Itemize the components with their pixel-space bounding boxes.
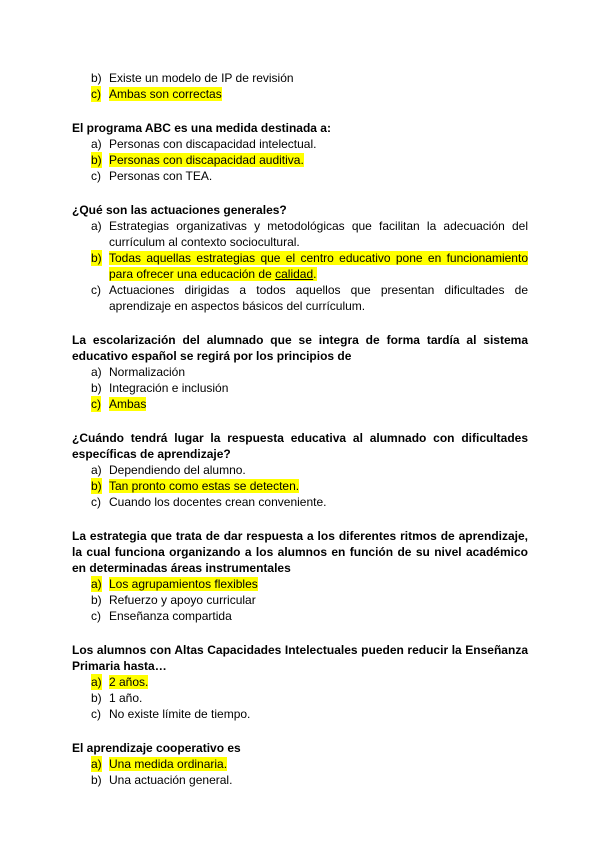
option-q4-a (72, 462, 528, 478)
option-letter: b) (91, 251, 102, 265)
option-q6-b (72, 690, 528, 706)
option-q6-c (72, 706, 528, 722)
option-q7-a (72, 756, 528, 772)
option-text: Cuando los docentes crean conveniente. (109, 495, 327, 509)
option-text: 1 año. (109, 691, 143, 705)
option-text-highlighted: Ambas son correctas (109, 87, 222, 101)
option-text-highlighted (109, 251, 528, 281)
question-learning-difficulties: ¿Cuándo tendrá lugar la respuesta educativa al alumnado con dificultades específicas de aprendizaje? (72, 431, 528, 461)
option-letter: b) (91, 71, 102, 85)
option-q3-a (72, 364, 528, 380)
option-text: Una actuación general. (109, 773, 233, 787)
option-letter: a) (91, 577, 102, 591)
option-text: Existe un modelo de IP de revisión (109, 71, 294, 85)
option-text-part: . (313, 267, 317, 281)
option-letter: a) (91, 219, 102, 233)
document-content (72, 70, 528, 788)
option-text-highlighted: Ambas (109, 397, 147, 411)
option-letter: a) (91, 675, 102, 689)
option-q2-c (72, 282, 528, 314)
option-letter: b) (91, 593, 102, 607)
option-q4-b (72, 478, 528, 494)
option-letter: b) (91, 381, 102, 395)
option-text: Dependiendo del alumno. (109, 463, 246, 477)
option-letter: a) (91, 137, 102, 151)
question-late-schooling: La escolarización del alumnado que se integra de forma tardía al sistema educativo español se regirá por los principios de (72, 333, 528, 363)
option-lead-b (72, 70, 528, 86)
option-q1-b (72, 152, 528, 168)
option-letter: a) (91, 757, 102, 771)
option-q2-b (72, 250, 528, 282)
option-text-part: Todas aquellas estrategias que el centro educativo pone en funcionamiento para ofrecer una educación de (109, 251, 528, 281)
option-q4-c (72, 494, 528, 510)
option-q7-b (72, 772, 528, 788)
option-text-highlighted: Los agrupamientos flexibles (109, 577, 258, 591)
option-lead-c (72, 86, 528, 102)
question-cooperative-learning: El aprendizaje cooperativo es (72, 741, 241, 755)
option-letter: c) (91, 609, 101, 623)
option-letter: c) (91, 397, 101, 411)
option-q5-b (72, 592, 528, 608)
option-letter: c) (91, 283, 101, 297)
option-q5-a (72, 576, 528, 592)
option-text-highlighted: Personas con discapacidad auditiva. (109, 153, 304, 167)
option-text: Refuerzo y apoyo curricular (109, 593, 256, 607)
option-letter: a) (91, 365, 102, 379)
option-text: Normalización (109, 365, 186, 379)
option-letter: c) (91, 87, 101, 101)
option-text-highlighted: Tan pronto como estas se detecten. (109, 479, 300, 493)
option-text: No existe límite de tiempo. (109, 707, 251, 721)
option-q5-c (72, 608, 528, 624)
question-general-actions: ¿Qué son las actuaciones generales? (72, 203, 287, 217)
option-letter: b) (91, 773, 102, 787)
option-q2-a (72, 218, 528, 250)
option-text: Personas con discapacidad intelectual. (109, 137, 317, 151)
option-letter: c) (91, 707, 101, 721)
option-q3-c (72, 396, 528, 412)
option-text: Actuaciones dirigidas a todos aquellos que presentan dificultades de aprendizaje en aspectos básicos del currículum. (109, 283, 528, 313)
option-q3-b (72, 380, 528, 396)
option-letter: c) (91, 495, 101, 509)
option-text: Personas con TEA. (109, 169, 213, 183)
option-text: Integración e inclusión (109, 381, 229, 395)
option-letter: b) (91, 691, 102, 705)
option-q1-a (72, 136, 528, 152)
option-letter: a) (91, 463, 102, 477)
option-text-highlighted: 2 años. (109, 675, 149, 689)
option-letter: b) (91, 479, 102, 493)
option-q6-a (72, 674, 528, 690)
question-abc-program: El programa ABC es una medida destinada a: (72, 121, 331, 135)
option-text: Estrategias organizativas y metodológicas que facilitan la adecuación del currículum al contexto sociocultural. (109, 219, 528, 249)
option-letter: b) (91, 153, 102, 167)
option-q1-c (72, 168, 528, 184)
question-learning-rhythms: La estrategia que trata de dar respuesta a los diferentes ritmos de aprendizaje, la cual funciona organizando a los alumnos en función de su nivel académico en determinadas áreas instrumentales (72, 529, 528, 575)
option-text-highlighted: Una medida ordinaria. (109, 757, 228, 771)
underlined-word: calidad (275, 267, 314, 281)
option-letter: c) (91, 169, 101, 183)
option-text: Enseñanza compartida (109, 609, 232, 623)
question-high-abilities: Los alumnos con Altas Capacidades Intelectuales pueden reducir la Enseñanza Primaria hasta… (72, 643, 528, 673)
